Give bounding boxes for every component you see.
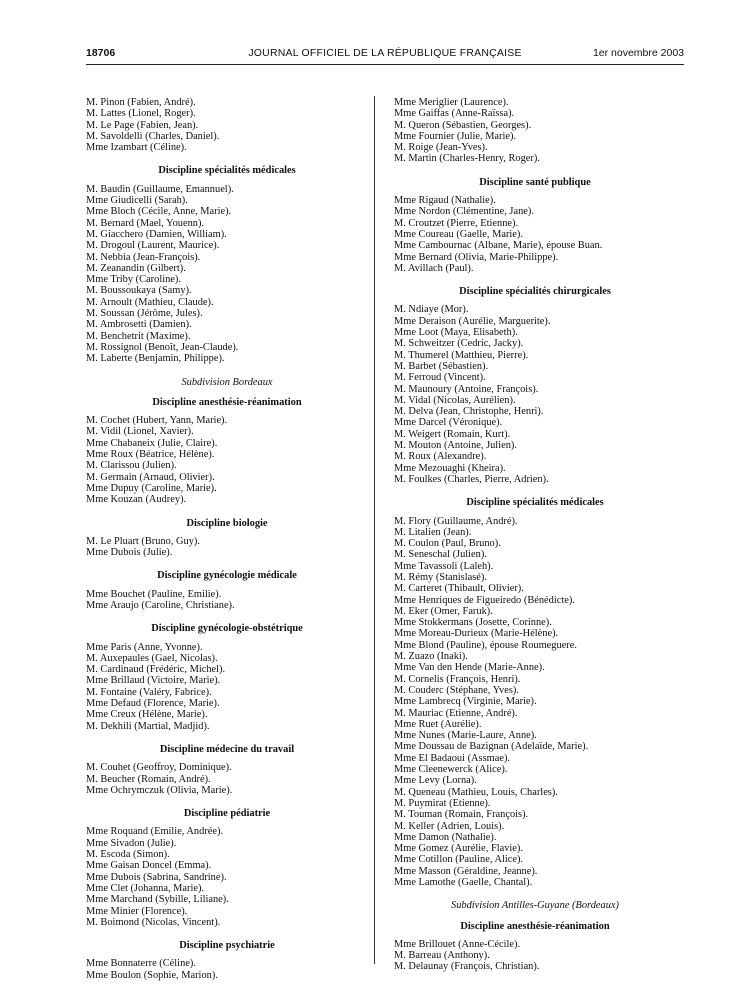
name-entry: Mme Giudicelli (Sarah). [86, 195, 188, 207]
name-entry: Mme Minier (Florence). [86, 905, 188, 917]
section-heading: Discipline spécialités médicales [466, 497, 604, 509]
name-entry: Mme Sivadon (Julie). [86, 837, 177, 849]
name-entry: Mme Cleenewerck (Alice). [394, 764, 508, 776]
name-entry: Mme Henriques de Figueiredo (Bénédicte). [394, 594, 575, 606]
name-entry: M. Cornelis (François, Henri). [394, 673, 521, 685]
name-entry: M. Rémy (Stanislasé). [394, 571, 487, 583]
name-entry: Mme Paris (Anne, Yvonne). [86, 641, 203, 653]
name-entry: Mme Izambart (Céline). [86, 142, 187, 154]
name-entry: M. Coulon (Paul, Bruno). [394, 538, 501, 550]
name-entry: M. Boimond (Nicolas, Vincent). [86, 916, 221, 928]
section-heading: Discipline biologie [186, 517, 268, 529]
name-entry: Mme Kouzan (Audrey). [86, 494, 187, 506]
name-entry: Mme Bloch (Cécile, Anne, Marie). [86, 206, 232, 218]
name-entry: M. Barbet (Sébastien). [394, 360, 489, 372]
name-entry: Mme Damon (Nathalie). [394, 831, 497, 843]
name-entry: M. Fontaine (Valéry, Fabrice). [86, 686, 212, 698]
name-entry: M. Soussan (Jérôme, Jules). [86, 308, 203, 320]
name-entry: Mme Doussau de Bazignan (Adelaïde, Marie). [394, 741, 589, 753]
section-heading: Discipline médecine du travail [159, 743, 295, 755]
name-entry: Mme Mezouaghi (Kheira). [394, 462, 506, 474]
name-entry: Mme Dupuy (Caroline, Marie). [86, 482, 217, 494]
name-entry: M. Nebbia (Jean-François). [86, 251, 201, 263]
page-number: 18706 [86, 47, 116, 59]
name-entry: M. Auxepaules (Gael, Nicolas). [86, 652, 218, 664]
name-entry: M. Couderc (Stéphane, Yves). [394, 684, 519, 696]
name-entry: M. Cardinaud (Frédéric, Michel). [86, 664, 226, 676]
name-entry: Mme Cambournac (Albane, Marie), épouse Buan. [394, 240, 603, 252]
name-entry: M. Mouton (Antoine, Julien). [394, 440, 517, 452]
subdivision-heading: Subdivision Bordeaux [181, 376, 273, 388]
section-heading: Discipline anesthésie-réanimation [460, 920, 610, 932]
name-entry: M. Queron (Sébastien, Georges). [394, 119, 532, 131]
section-heading: Discipline pédiatrie [183, 808, 271, 820]
name-entry: Mme Ochrymczuk (Olivia, Marie). [86, 784, 233, 796]
name-entry: M. Weigert (Romain, Kurt). [394, 428, 511, 440]
name-entry: M. Baudin (Guillaume, Emannuel). [86, 183, 234, 195]
name-entry: M. Giacchero (Damien, William). [86, 228, 227, 240]
name-entry: M. Schweitzer (Cedric, Jacky). [394, 338, 524, 350]
name-entry: M. Le Pluart (Bruno, Guy). [86, 535, 200, 547]
name-entry: M. Roige (Jean-Yves). [394, 142, 488, 154]
name-entry: Mme Blond (Pauline), épouse Roumeguere. [394, 639, 577, 651]
name-entry: M. Ndiaye (Mor). [394, 304, 469, 316]
section-heading: Discipline spécialités médicales [158, 165, 296, 177]
name-entry: M. Arnoult (Mathieu, Claude). [86, 296, 214, 308]
name-entry: M. Foulkes (Charles, Pierre, Adrien). [394, 473, 549, 485]
name-entry: Mme Bouchet (Pauline, Emilie). [86, 588, 222, 600]
name-entry: M. Thumerel (Matthieu, Pierre). [394, 349, 529, 361]
name-entry: M. Savoldelli (Charles, Daniel). [86, 130, 220, 142]
name-entry: Mme Gaisan Doncel (Emma). [86, 860, 212, 872]
name-entry: M. Vidal (Nicolas, Aurélien). [394, 394, 516, 406]
name-entry: Mme Chabaneix (Julie, Claire). [86, 437, 218, 449]
name-entry: M. Pinon (Fabien, André). [86, 97, 196, 108]
section-heading: Discipline spécialités chirurgicales [459, 286, 611, 298]
left-column [86, 97, 368, 981]
section-heading: Discipline gynécologie médicale [157, 570, 297, 582]
name-entry: Mme Bernard (Olivia, Marie-Philippe). [394, 251, 559, 263]
name-entry: M. Germain (Arnaud, Olivier). [86, 471, 215, 483]
name-entry: M. Beucher (Romain, André). [86, 773, 211, 785]
name-entry: Mme Araujo (Caroline, Christiane). [86, 599, 235, 611]
name-entry: Mme Marchand (Sybille, Liliane). [86, 894, 229, 906]
name-entry: M. Rossignol (Benoît, Jean-Claude). [86, 341, 239, 353]
name-entry: M. Keller (Adrien, Louis). [394, 820, 505, 832]
name-entry: Mme Meriglier (Laurence). [394, 97, 509, 108]
name-entry: Mme Gaiffas (Anne-Raïssa). [394, 108, 515, 120]
name-entry: M. Boussoukaya (Samy). [86, 285, 192, 297]
subdivision-heading: Subdivision Antilles-Guyane (Bordeaux) [451, 900, 619, 912]
name-entry: Mme Levy (Lorna). [394, 775, 477, 787]
name-entry: M. Carteret (Thibault, Olivier). [394, 583, 524, 595]
section-heading: Discipline gynécologie-obstétrique [151, 623, 303, 635]
section-heading: Discipline santé publique [479, 176, 591, 188]
name-entry: Mme Rigaud (Nathalie). [394, 195, 496, 207]
name-entry: M. Vidil (Lionel, Xavier). [86, 426, 194, 438]
name-entry: M. Roux (Alexandre). [394, 451, 487, 463]
name-entry: M. Touman (Romain, François). [394, 809, 529, 821]
name-entry: Mme Stokkermans (Josette, Corinne). [394, 617, 552, 629]
name-entry: Mme Fournier (Julie, Marie). [394, 130, 517, 142]
name-entry: M. Lattes (Lionel, Roger). [86, 108, 196, 120]
name-entry: M. Couhet (Geoffroy, Dominique). [86, 762, 232, 774]
name-entry: M. Dekhili (Martial, Madjid). [86, 720, 210, 732]
name-entry: M. Litalien (Jean). [394, 526, 472, 538]
name-entry: Mme Deraison (Aurélie, Marguerite). [394, 315, 551, 327]
name-entry: Mme Van den Hende (Marie-Anne). [394, 662, 545, 674]
page-header [86, 46, 684, 65]
name-entry: Mme Moreau-Durieux (Marie-Hélène). [394, 628, 559, 640]
column-divider [374, 96, 375, 964]
name-entry: Mme Triby (Caroline). [86, 274, 181, 286]
name-entry: M. Delva (Jean, Christophe, Henri). [394, 406, 544, 418]
name-entry: Mme Lambrecq (Virginie, Marie). [394, 696, 537, 708]
name-entry: M. Seneschal (Julien). [394, 549, 487, 561]
name-entry: M. Queneau (Mathieu, Louis, Charles). [394, 786, 558, 798]
right-column [394, 97, 676, 973]
name-entry: Mme Defaud (Florence, Marie). [86, 698, 220, 710]
section-heading: Discipline psychiatrie [179, 940, 275, 952]
name-entry: Mme Brillouet (Anne-Cécile). [394, 938, 521, 950]
section-heading: Discipline anesthésie-réanimation [152, 396, 302, 408]
name-entry: Mme Roux (Béatrice, Hélène). [86, 449, 215, 461]
name-entry: Mme Lamothe (Gaelle, Chantal). [394, 877, 533, 888]
name-entry: M. Drogoul (Laurent, Maurice). [86, 240, 220, 252]
name-entry: Mme El Badaoui (Assmae). [394, 752, 511, 764]
name-entry: M. Escoda (Simon). [86, 849, 170, 861]
name-entry: Mme Clet (Johanna, Marie). [86, 882, 205, 894]
name-entry: Mme Loot (Maya, Elisabeth). [394, 327, 518, 339]
name-entry: Mme Creux (Hélène, Marie). [86, 709, 208, 721]
name-entry: Mme Roquand (Emilie, Andrée). [86, 826, 224, 838]
name-entry: M. Le Page (Fabien, Jean). [86, 119, 199, 131]
name-entry: Mme Coureau (Gaelle, Marie). [394, 228, 523, 240]
name-entry: M. Eker (Omer, Faruk). [394, 605, 493, 617]
name-entry: Mme Nunes (Marie-Laure, Anne). [394, 730, 537, 742]
name-entry: Mme Nordon (Clémentine, Jane). [394, 206, 534, 218]
name-entry: Mme Gomez (Aurélie, Flavie). [394, 843, 523, 855]
name-entry: M. Zeanandin (Gilbert). [86, 262, 186, 274]
name-entry: M. Puymirat (Etienne). [394, 797, 491, 809]
name-entry: Mme Masson (Géraldine, Jeanne). [394, 865, 538, 877]
name-entry: M. Croutzet (Pierre, Etienne). [394, 217, 519, 229]
name-entry: M. Ferroud (Vincent). [394, 372, 486, 384]
journal-title: JOURNAL OFFICIEL DE LA RÉPUBLIQUE FRANÇAISE [248, 47, 522, 59]
publication-date: 1er novembre 2003 [592, 47, 684, 59]
name-entry: M. Zuazo (Inaki). [394, 651, 468, 663]
name-entry: M. Barreau (Anthony). [394, 950, 490, 962]
name-entry: M. Laberte (Benjamin, Philippe). [86, 353, 225, 365]
name-entry: Mme Bonnaterre (Céline). [86, 958, 196, 970]
name-entry: M. Martin (Charles-Henry, Roger). [394, 153, 540, 165]
name-entry: Mme Dubois (Julie). [86, 547, 173, 559]
name-entry: M. Bernard (Mael, Youenn). [86, 217, 205, 229]
name-entry: M. Maunoury (Antoine, François). [394, 383, 539, 395]
name-entry: Mme Ruet (Aurélie). [394, 718, 482, 730]
name-entry: M. Ambrosetti (Damien). [86, 319, 192, 331]
name-entry: M. Cochet (Hubert, Yann, Marie). [86, 415, 228, 427]
name-entry: Mme Dubois (Sabrina, Sandrine). [86, 871, 227, 883]
name-entry: M. Flory (Guillaume, André). [394, 515, 518, 527]
name-entry: M. Mauriac (Etienne, André). [394, 707, 518, 719]
name-entry: M. Avillach (Paul). [394, 262, 474, 274]
name-entry: M. Clarissou (Julien). [86, 460, 177, 472]
name-entry: M. Benchetrit (Maxime). [86, 330, 191, 342]
name-entry: M. Delaunay (François, Christian). [394, 961, 540, 973]
name-entry: Mme Brillaud (Victoire, Marie). [86, 675, 221, 687]
name-entry: Mme Darcel (Véronique). [394, 417, 503, 429]
name-entry: Mme Boulon (Sophie, Marion). [86, 969, 218, 981]
name-entry: Mme Tavassoli (Laleh). [394, 560, 494, 572]
name-entry: Mme Cotillon (Pauline, Alice). [394, 854, 523, 866]
